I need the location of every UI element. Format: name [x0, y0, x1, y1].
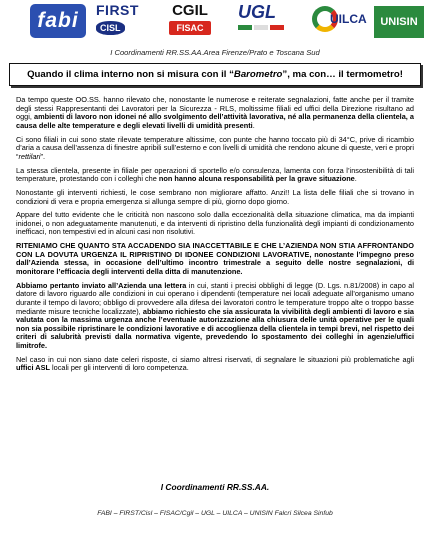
signature: I Coordinamenti RR.SS.AA. [160, 482, 270, 492]
footer-unions: FABI – FIRST/Cisl – FISAC/Cgil – UGL – UILCA – UNISIN Falcri Silcea Sinfub [97, 510, 333, 517]
p6-bold: , nonostante l’impegno preso dall’Azienda stessa, in occasione dell’ultimo incontro trimestrale a seguito delle nostre segnalazioni, di monitorare l’efficacia degli interventi della ditta di manutenzione. [16, 249, 414, 277]
p1-text: Da tempo queste OO.SS. hanno rilevato che, nonostante le numerose e reiterate segnalazioni, fatte anche per il tramite degli stessi Rappresentanti dei Lavoratori per la Sicurezza - RLS, moltissime filiali ed uffici della Direzione risultano ad oggi, [16, 95, 414, 122]
paragraph-5: Appare del tutto evidente che le criticità non nascono solo dalla eccezionalità della situazione climatica, ma da impianti inidonei, o non adeguatamente manutenuti, e da interventi di ripristino della funzionalità degli impianti di condizionamento inefficaci, non tempestivi ed in alcuni casi non risolutivi. [16, 210, 414, 237]
ugl-flag-bars [238, 25, 300, 30]
p8-bold: uffici ASL [16, 363, 50, 373]
p7-text: in cui, stanti i precisi obblighi di legge (D. Lgs. n.81/2008) in capo al datore di lavoro riguardo alle condizioni in cui operano i dipendenti (temperature nei locali adeguate all’organismo umano durante il tempo di lavoro; obbligo di provvedere alla difesa dei lavoratori contro le temperature troppo alte o troppo basse mediante misure tecniche localizzate), [16, 280, 414, 316]
p2-text: Ci sono filiali in cui sono state rilevate temperature altissime, con punte che hanno toccato più di 34°C, prive di ricambio d’aria a causa dell’assenza di finestre apribili sull’esterno e con livelli di umidità che rendono alcune di queste, veri e propri “ [16, 134, 414, 161]
p8-end: locali per gli interventi di loro competenza. [50, 363, 189, 373]
ugl-logo-text: UGL [238, 2, 276, 22]
unisin-logo [374, 6, 424, 38]
paragraph-7 [16, 282, 414, 351]
title-part-2: ”, ma con… il termometro! [282, 69, 403, 80]
p7-bold-lead: Abbiamo pertanto inviato all’Azienda una lettera [16, 280, 187, 290]
page-title [9, 63, 421, 86]
fabi-logo-text: fabi [37, 9, 79, 32]
first-cisl-logo [96, 2, 156, 42]
fisac-logo-text: FISAC [169, 21, 211, 35]
p3-end: . [354, 174, 357, 184]
fabi-logo [30, 4, 86, 38]
paragraph-1 [16, 96, 414, 130]
logo-bar [0, 0, 430, 46]
title-italic: Barometro [233, 69, 283, 80]
p8-text: Nel caso in cui non siano date celeri risposte, ci siamo altresi riservati, di segnalare le situazioni più problematiche agli [16, 354, 414, 364]
p1-end: . [252, 120, 255, 130]
first-logo-text: FIRST [96, 2, 139, 18]
cgil-logo-text: CGIL [172, 2, 208, 19]
cisl-logo-text: CISL [96, 21, 125, 35]
paragraph-2 [16, 136, 414, 162]
paragraph-3 [16, 167, 414, 184]
uilca-logo [310, 4, 366, 40]
paragraph-6 [16, 242, 414, 276]
unisin-logo-text: UNISIN [380, 16, 418, 28]
subheader: I Coordinamenti RR.SS.AA.Area Firenze/Prato e Toscana Sud [110, 48, 320, 57]
paragraph-8 [16, 356, 414, 373]
p6-caps: RITENIAMO CHE QUANTO STA ACCADENDO SIA INACCETTABILE E CHE L’AZIENDA NON STIA AFFRONTANDO CON LA DOVUTA URGENZA IL RIPRISTINO DI IDONEE CONDIZIONI LAVORATIVE [16, 241, 414, 259]
p2-end: ”. [40, 151, 45, 161]
uilca-logo-text: UILCA [330, 12, 367, 26]
p7-bold: abbiamo richiesto che sia assicurata la vivibilità degli ambienti di lavoro e sia valutata con la massima urgenza anche l’eventuale autorizzazione alla chiusura delle unità operative per le quali non sia possibile ripristinare le condizioni lavorative e di accoglienza della clientela in tempi brevi, nel rispetto dei criteri di salubrità previsti dalla normativa vigente, prevedendo lo spostamento dei colleghi in agenzie/uffici limitrofe. [16, 306, 414, 350]
p3-text: La stessa clientela, presente in filiale per operazioni di sportello e/o consulenza, lamenta con forza l’insostenibilità di tali temperature, protestando con i colleghi che [16, 165, 414, 184]
paragraph-4: Nonostante gli interventi richiesti, le cose sembrano non migliorare affatto. Anzi!! La lista delle filiali che si trovano in condizioni di vera e propria emergenza si allunga sempre di più, giorno dopo giorno. [16, 187, 414, 206]
document-body [16, 96, 414, 378]
p1-bold: ambienti di lavoro non idonei né allo svolgimento dell’attività lavorativa, né alla permanenza della clientela, a causa delle alte temperature e degli elevati livelli di umidità presenti [16, 112, 414, 130]
p3-bold: non hanno alcuna responsabilità per la grave situazione [158, 174, 355, 184]
title-part-1: Quando il clima interno non si misura con il “ [27, 69, 234, 80]
ugl-logo [238, 2, 300, 42]
cgil-fisac-logo [162, 2, 218, 42]
p2-italic: rettilari [18, 151, 41, 161]
